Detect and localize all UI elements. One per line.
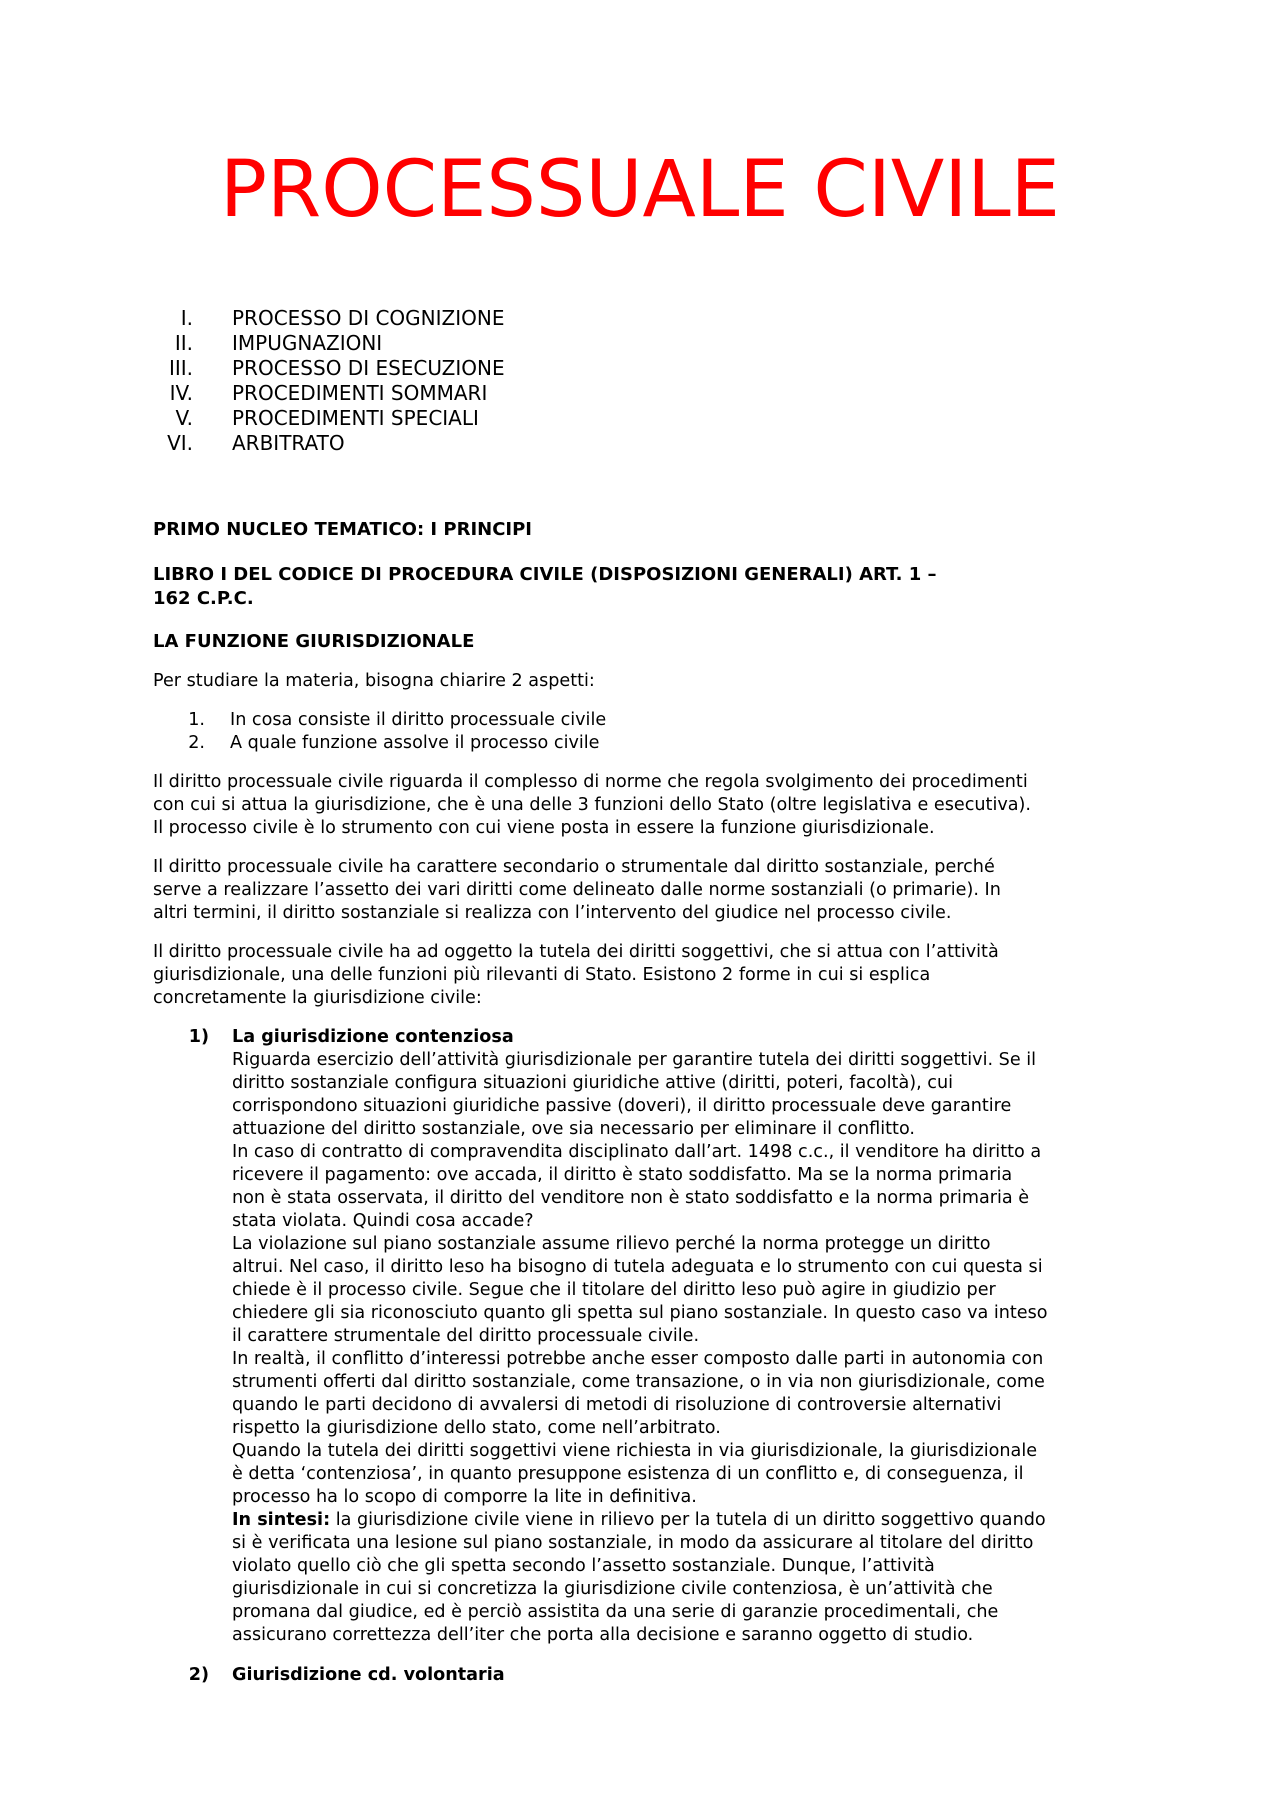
text-line: chiede è il processo civile. Segue che il titolare del diritto leso può agire in giudizio per — [232, 1280, 996, 1300]
text-line: diritto sostanziale configura situazioni giuridiche attive (diritti, poteri, facoltà), cui — [232, 1073, 954, 1093]
text-line: ricevere il pagamento: ove accada, il diritto è stato soddisfatto. Ma se la norma primaria — [232, 1165, 1013, 1185]
list-item: IV. PROCEDIMENTI SOMMARI — [169, 381, 488, 405]
text-line: processo ha lo scopo di comporre la lite in definitiva. — [232, 1487, 697, 1507]
document-body — [153, 518, 1133, 1687]
list-item: VI. ARBITRATO — [167, 431, 345, 455]
list-item: I. PROCESSO DI COGNIZIONE — [180, 306, 505, 330]
text-line: promana dal giudice, ed è perciò assistita da una serie di garanzie procedimentali, che — [232, 1602, 999, 1622]
paragraph: Per studiare la materia, bisogna chiarire 2 aspetti: — [153, 671, 595, 691]
document-title: PROCESSUALE CIVILE — [220, 145, 1060, 235]
list-item: V. PROCEDIMENTI SPECIALI — [175, 406, 479, 430]
text-line: quando le parti decidono di avvalersi di metodi di risoluzione di controversie alternativi — [232, 1395, 1002, 1415]
text-line: si è verificata una lesione sul piano sostanziale, in modo da assicurare al titolare del diritto — [232, 1533, 1034, 1553]
text-line: In realtà, il conflitto d’interessi potrebbe anche esser composto dalle parti in autonomia con — [232, 1349, 1044, 1369]
text-line: corrispondono situazioni giuridiche passive (doveri), il diritto processuale deve garantire — [232, 1096, 1012, 1116]
text-line: strumenti offerti dal diritto sostanziale, come transazione, o in via non giurisdizionale, come — [232, 1372, 1045, 1392]
text-line: In caso di contratto di compravendita disciplinato dall’art. 1498 c.c., il venditore ha diritto a — [232, 1142, 1042, 1162]
paragraph: Il diritto processuale civile ha ad oggetto la tutela dei diritti soggettivi, che si attua con l’attività giurisdizionale, una delle funzioni più rilevanti di Stato. Esistono 2 forme in cui si esplica concretamente la giurisdizione civile: — [153, 942, 999, 1008]
subsection-heading: La giurisdizione contenziosa — [232, 1027, 514, 1047]
section-heading: LA FUNZIONE GIURISDIZIONALE — [153, 631, 475, 652]
list-item: II. IMPUGNAZIONI — [174, 331, 383, 355]
text-line: è detta ‘contenziosa’, in quanto presuppone esistenza di un conflitto e, di conseguenza, il — [232, 1464, 1024, 1484]
text-line: il carattere strumentale del diritto processuale civile. — [232, 1326, 700, 1346]
section-item: 1) La giurisdizione contenziosa Riguarda esercizio dell’attività giurisdizionale per garantire tutela dei diritti soggettivi. Se il diritto sostanziale configura situazioni giuridiche attive (diritti, poteri, facoltà), cui corrispondono situazioni giuridiche passive (doveri), il diritto processuale deve garantire attuazione del diritto sostanziale, ove sia necessario per eliminare il conflitto. In caso di contratto di compravendita disciplinato dall’art. 1498 c.c., il venditore ha diritto a ricevere il pagamento: ove accada, il diritto è stato soddisfatto. Ma se la norma primaria non è stata osservata, il diritto del venditore non è stato soddisfatto e la norma primaria è stata violata. Quindi cosa accade? La violazione sul piano sostanziale assume rilievo perché la norma protegge un diritto altrui. Nel caso, il diritto leso ha bisogno di tutela adeguata e lo strumento con cui questa si chiede è il processo civile. Segue che il titolare del diritto leso può agire in giudizio per chiedere gli sia riconosciuto quanto gli spetta sul piano sostanziale. In questo caso va inteso il carattere strumentale del diritto processuale civile. In realtà, il conflitto d’interessi potrebbe anche esser composto dalle parti in autonomia con strumenti offerti dal diritto sostanziale, come transazione, o in via non giurisdizionale, come quando le parti decidono di avvalersi di metodi di risoluzione di controversie alternativi rispetto la giurisdizione dello stato, come nell’arbitrato. Quando la tutela dei diritti soggettivi viene richiesta in via giurisdizionale, la giurisdizionale è detta ‘contenziosa’, in quanto presuppone esistenza di un conflitto e, di conseguenza, il processo ha lo scopo di comporre la lite in definitiva. In sintesi: la giurisdizione civile viene in rilievo per la tutela di un diritto soggettivo quando si è verificata una lesione sul piano sostanziale, in modo da assicurare al titolare del diritto violato quello ciò che gli spetta secondo l’assetto sostanziale. Dunque, l’attività giurisdizionale in cui si concretizza la giurisdizione civile contenziosa, è un’attività che promana dal giudice, ed è perciò assistita da una serie di garanzie procedimentali, che assicurano correttezza dell’iter che porta alla decisione e saranno oggetto di studio. — [153, 1026, 1133, 1647]
text-line: Quando la tutela dei diritti soggettivi viene richiesta in via giurisdizionale, la giurisdizionale — [232, 1441, 1038, 1461]
subsection-heading: Giurisdizione cd. volontaria — [232, 1665, 505, 1685]
text-line: rispetto la giurisdizione dello stato, come nell’arbitrato. — [232, 1418, 721, 1438]
summary-text — [232, 1532, 1132, 1647]
text-line: assicurano correttezza dell’iter che porta alla decisione e saranno oggetto di studio. — [232, 1625, 974, 1645]
text-line: attuazione del diritto sostanziale, ove sia necessario per eliminare il conflitto. — [232, 1119, 915, 1139]
text-line: chiedere gli sia riconosciuto quanto gli spetta sul piano sostanziale. In questo caso va inteso — [232, 1303, 1048, 1323]
table-of-contents — [150, 306, 505, 456]
section-item: 2) Giurisdizione cd. volontaria — [153, 1664, 1133, 1687]
section-heading: PRIMO NUCLEO TEMATICO: I PRINCIPI — [153, 519, 533, 540]
list-item: 1. In cosa consiste il diritto processuale civile — [188, 710, 607, 730]
section-text — [232, 1049, 1132, 1509]
text-line: giurisdizionale in cui si concretizza la giurisdizione civile contenziosa, è un’attività che — [232, 1579, 993, 1599]
text-line: stata violata. Quindi cosa accade? — [232, 1211, 534, 1231]
list-item: III. PROCESSO DI ESECUZIONE — [168, 356, 505, 380]
list-item: 2. A quale funzione assolve il processo civile — [188, 733, 600, 753]
paragraph: Il diritto processuale civile ha carattere secondario o strumentale dal diritto sostanziale, perché serve a realizzare l’assetto dei vari diritti come delineato dalle norme sostanziali (o primarie). In altri termini, il diritto sostanziale si realizza con l’intervento del giudice nel processo civile. — [153, 857, 1001, 923]
text-line: Riguarda esercizio dell’attività giurisdizionale per garantire tutela dei diritti soggettivi. Se il — [232, 1050, 1037, 1070]
text-line: violato quello ciò che gli spetta secondo l’assetto sostanziale. Dunque, l’attività — [232, 1556, 935, 1576]
text-line: altrui. Nel caso, il diritto leso ha bisogno di tutela adeguata e lo strumento con cui questa si — [232, 1257, 1043, 1277]
summary-text: In sintesi: la giurisdizione civile viene in rilievo per la tutela di un diritto soggettivo quando — [232, 1510, 1046, 1530]
section-heading: LIBRO I DEL CODICE DI PROCEDURA CIVILE (DISPOSIZIONI GENERALI) ART. 1 – 162 C.P.C. — [153, 564, 937, 609]
paragraph: Il diritto processuale civile riguarda il complesso di norme che regola svolgimento dei procedimenti con cui si attua la giurisdizione, che è una delle 3 funzioni dello Stato (oltre legislativa e esecutiva). Il processo civile è lo strumento con cui viene posta in essere la funzione giurisdizionale. — [153, 772, 1031, 838]
aspects-list — [153, 709, 1133, 755]
text-line: La violazione sul piano sostanziale assume rilievo perché la norma protegge un diritto — [232, 1234, 991, 1254]
text-line: non è stata osservata, il diritto del venditore non è stato soddisfatto e la norma primaria è — [232, 1188, 1030, 1208]
